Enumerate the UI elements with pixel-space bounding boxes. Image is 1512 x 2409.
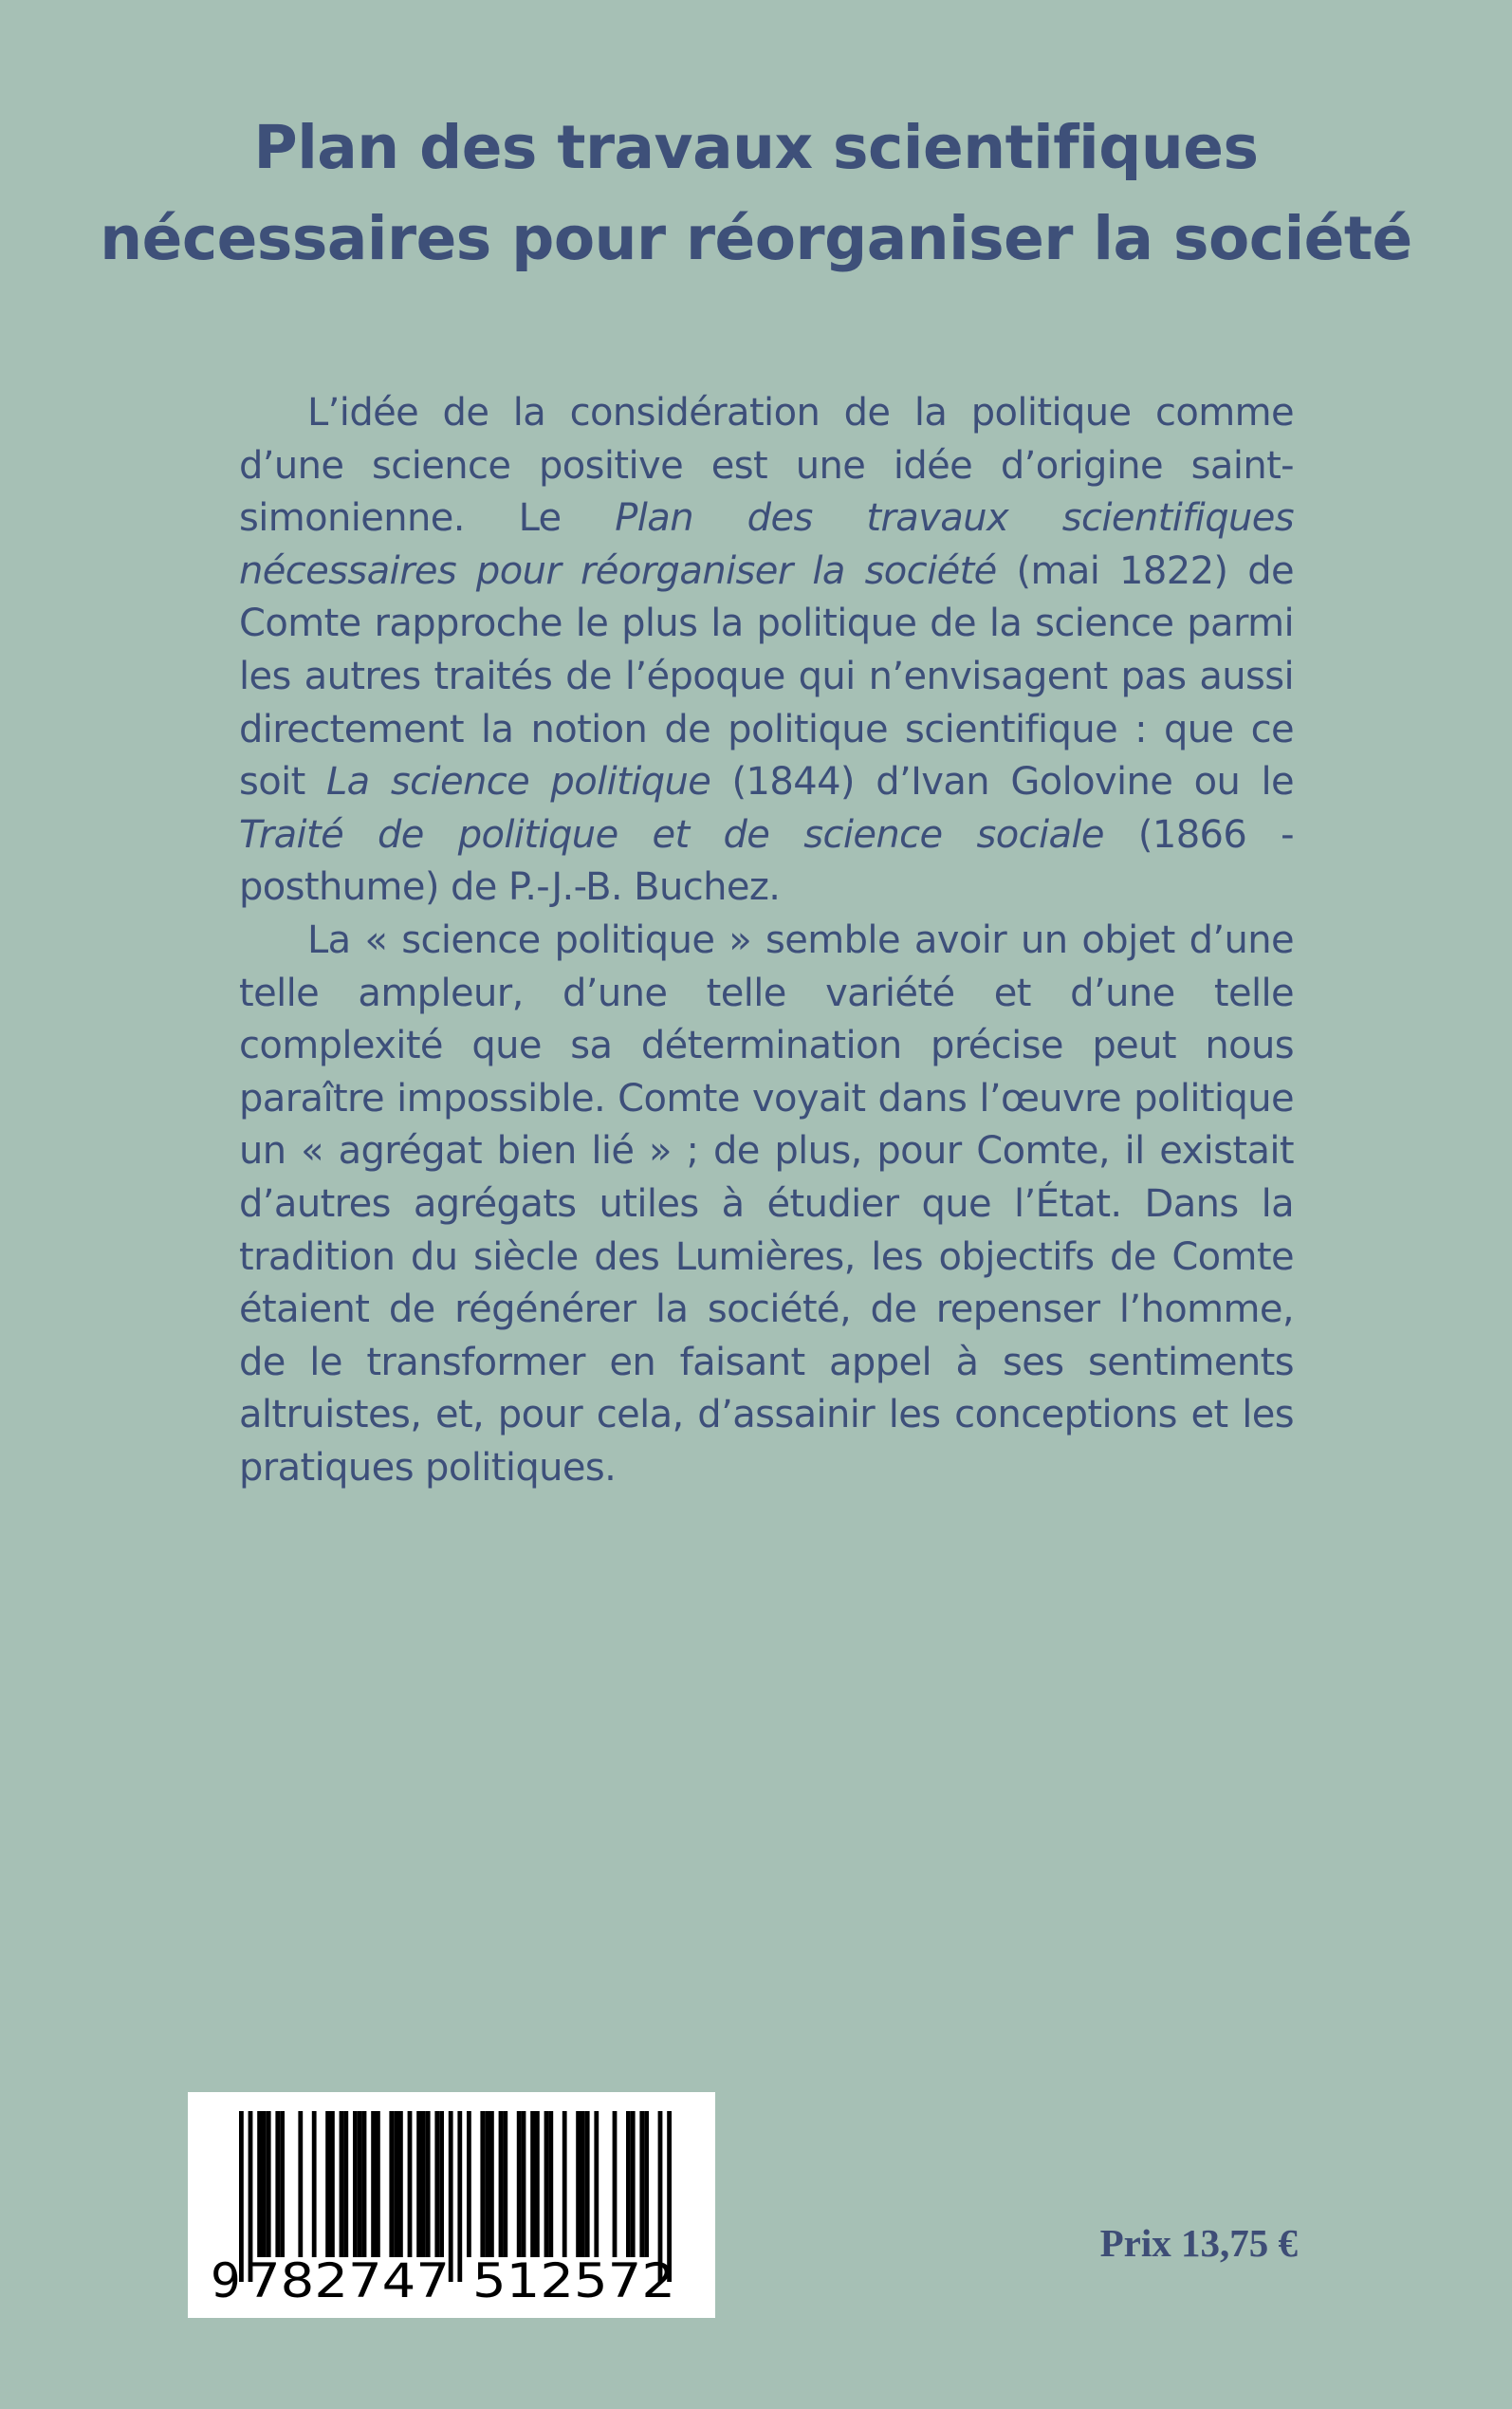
barcode-digits-left: 782747 <box>247 2253 450 2308</box>
barcode-bar <box>371 2111 376 2257</box>
barcode-bar <box>467 2111 471 2257</box>
barcode-bar <box>416 2111 421 2257</box>
barcode-graphic <box>188 2092 715 2318</box>
barcode-bar <box>325 2111 330 2257</box>
book-title-line-1: Plan des travaux scientifiques <box>253 113 1259 182</box>
price-label: Prix 13,75 € <box>1099 2221 1298 2265</box>
barcode-bar <box>358 2111 362 2257</box>
barcode-bar <box>480 2111 485 2257</box>
barcode-bar <box>267 2111 271 2257</box>
barcode-bar <box>262 2111 267 2257</box>
barcode-bar <box>280 2111 285 2257</box>
barcode-bar <box>576 2111 581 2257</box>
barcode-bar <box>434 2111 439 2257</box>
paragraph-1-text-b: (mai 1822) de Comte rapproche le plus la politique de la science parmi les autres traités de l’époque qui n’envisagent pas aussi directement la notion de politique scientifique : que ce soit <box>239 548 1294 805</box>
blurb-text <box>239 387 1294 1494</box>
barcode-bar <box>626 2111 631 2257</box>
barcode-bar <box>562 2111 567 2257</box>
book-title <box>0 102 1512 285</box>
barcode-bar <box>522 2111 526 2257</box>
barcode-bar <box>340 2111 344 2257</box>
barcode-bar <box>548 2111 553 2257</box>
barcode-bar <box>362 2111 367 2257</box>
isbn-barcode <box>188 2092 715 2318</box>
paragraph-1-italic-title-b: La science politique <box>325 760 711 805</box>
barcode-bar <box>353 2111 358 2257</box>
barcode-bar <box>544 2111 549 2257</box>
barcode-bar <box>343 2111 348 2257</box>
paragraph-1-text-a: L’idée de la considération de la politique comme d’une science positive est une idée d’origine saint-simonienne. Le <box>239 391 1294 541</box>
barcode-bar <box>639 2111 644 2257</box>
paragraph-1-text-d: (1866 - posthume) de P.-J.-B. Buchez. <box>239 812 1295 910</box>
barcode-digit-prefix: 9 <box>211 2253 241 2308</box>
barcode-bar <box>644 2111 649 2257</box>
barcode-bar <box>408 2111 413 2257</box>
barcode-bar <box>421 2111 426 2257</box>
barcode-bar <box>535 2111 540 2257</box>
barcode-bar <box>503 2111 507 2257</box>
barcode-bar <box>485 2111 489 2257</box>
barcode-bar <box>312 2111 317 2257</box>
paragraph-1-italic-title-c: Traité de politique et de science sociale <box>239 812 1104 857</box>
barcode-bar <box>376 2111 380 2257</box>
blurb-paragraph-1 <box>239 387 1294 915</box>
barcode-bar <box>457 2111 462 2282</box>
barcode-bar <box>581 2111 585 2257</box>
barcode-bar <box>594 2111 599 2257</box>
barcode-bar <box>298 2111 303 2257</box>
barcode-bar <box>530 2111 535 2257</box>
barcode-bar <box>394 2111 398 2257</box>
barcode-bar <box>330 2111 335 2257</box>
barcode-bar <box>275 2111 280 2257</box>
blurb-paragraph-2: La « science politique » semble avoir un objet d’une telle ampleur, d’une telle variété et d’une telle complexité que sa détermination précise peut nous paraître impossible. Comte voyait dans l’œuvre politique un « agrégat bien lié » ; de plus, pour Comte, il existait d’autres agrégats utiles à étudier que l’État. Dans la tradition du siècle des Lumières, les objectifs de Comte étaient de régénérer la société, de repenser l’homme, de le transformer en faisant appel à ses sentiments altruistes, et, pour cela, d’assainir les conceptions et les pratiques politiques. <box>239 917 1294 1490</box>
barcode-bar <box>631 2111 636 2257</box>
barcode-bar <box>489 2111 494 2257</box>
barcode-bar <box>613 2111 618 2257</box>
paragraph-1-italic-title-a: Plan des travaux scientifiques nécessaires pour réorganiser la société <box>239 496 1294 593</box>
barcode-bar <box>426 2111 431 2257</box>
barcode-digits-right: 512572 <box>472 2253 675 2308</box>
barcode-bar <box>585 2111 590 2257</box>
barcode-bar <box>398 2111 403 2257</box>
barcode-bar <box>389 2111 394 2257</box>
barcode-bar <box>499 2111 504 2257</box>
barcode-bar <box>517 2111 522 2257</box>
paragraph-1-text-c: (1844) d’Ivan Golovine ou le <box>710 760 1294 805</box>
barcode-bar <box>257 2111 262 2257</box>
barcode-bar <box>439 2111 444 2257</box>
book-title-line-2: nécessaires pour réorganiser la société <box>100 204 1412 273</box>
